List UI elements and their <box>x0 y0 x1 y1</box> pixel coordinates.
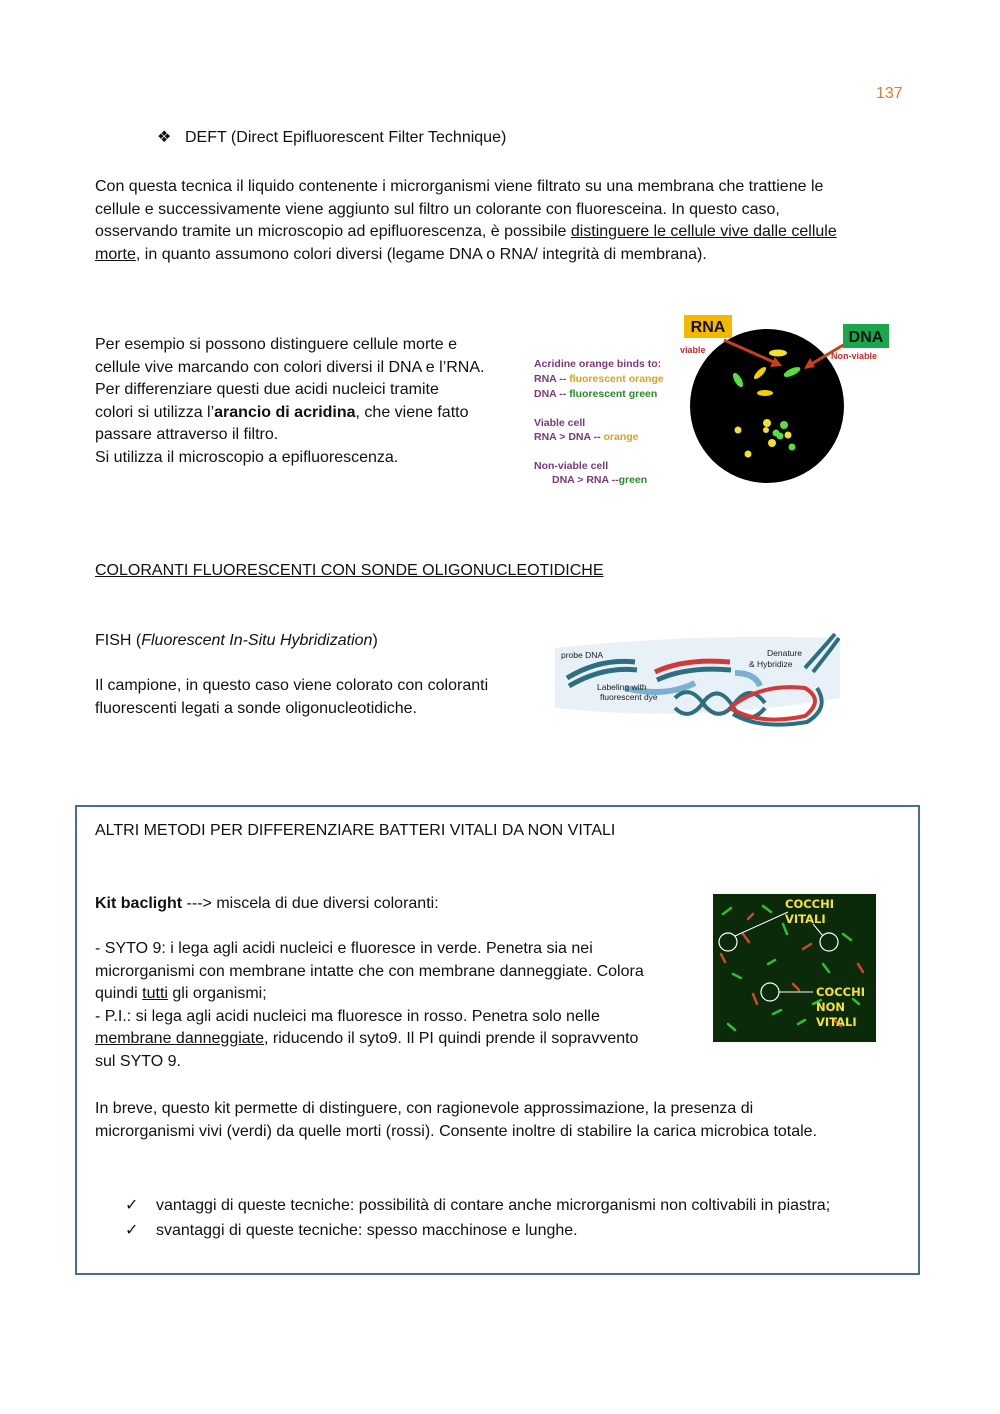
labeling-label-2: fluorescent dye <box>600 692 658 702</box>
fish-title-italic: Fluorescent In-Situ Hybridization <box>141 632 373 649</box>
stain-underlined: tutti <box>142 985 168 1002</box>
deft-line <box>95 221 915 244</box>
live-label-2: VITALI <box>785 912 826 926</box>
dna-legend-color: fluorescent green <box>569 388 658 400</box>
stain-line <box>95 983 695 1006</box>
fish-line: Il campione, in questo caso viene colorato con coloranti <box>95 677 489 694</box>
viable-label: viable <box>680 345 706 355</box>
dna-label: DNA <box>848 329 884 346</box>
viable-cell-label: Viable cell <box>534 417 586 429</box>
summary-line: In breve, questo kit permette di distinguere, con ragionevole approssimazione, la presenza di <box>95 1100 754 1117</box>
green-cell <box>789 444 796 451</box>
orange-cell <box>785 432 792 439</box>
microscope-field <box>690 329 844 483</box>
acridine-orange-figure <box>530 312 900 492</box>
fish-title-text: ) <box>372 632 378 649</box>
nonviable-cell-label: Non-viable cell <box>534 460 609 472</box>
summary-line: microrganismi vivi (verdi) da quelle morti (rossi). Consente inoltre di stabilire la carica microbica totale. <box>95 1122 818 1140</box>
orange-cell <box>768 439 776 447</box>
deft-line: Con questa tecnica il liquido contenente i microrganismi viene filtrato su una membrana che trattiene le <box>95 178 824 195</box>
viable-rule-color: orange <box>603 431 639 443</box>
page-number: 137 <box>876 85 903 102</box>
stain-line: microrganismi con membrane intatte che con membrane danneggiate. Colora <box>95 962 644 980</box>
check-icon: ✓ <box>125 1222 139 1239</box>
deft-text: osservando tramite un microscopio ad epifluorescenza, è possibile <box>95 223 571 240</box>
fish-line: fluorescenti legati a sonde oligonucleotidiche. <box>95 699 417 717</box>
viable-rule-prefix: RNA > DNA -- <box>534 431 604 443</box>
fish-title <box>95 630 378 653</box>
dead-label-1: COCCHI <box>816 985 865 999</box>
green-cell <box>780 421 788 429</box>
acridine-text: colori si utilizza l’ <box>95 403 215 421</box>
stain-line: - SYTO 9: i lega agli acidi nucleici e fluoresce in verde. Penetra sia nei <box>95 940 593 957</box>
orange-cell <box>745 451 752 458</box>
stain-line: - P.I.: si lega agli acidi nucleici ma fluoresce in rosso. Penetra solo nelle <box>95 1007 600 1025</box>
rna-legend-prefix: RNA -- <box>534 373 570 385</box>
stain-description <box>95 938 695 1073</box>
dead-label-2: NON <box>816 1000 846 1014</box>
nonviable-rule-color: green <box>618 474 648 486</box>
dna-legend <box>534 388 657 400</box>
acridine-line: passare attraverso il filtro. <box>95 426 279 443</box>
kit-baclight-text: ---> miscela di due diversi coloranti: <box>182 895 439 912</box>
acridine-paragraph <box>95 334 525 469</box>
stain-underlined: membrane danneggiate <box>95 1030 265 1047</box>
orange-cell <box>769 350 787 357</box>
probe-dna-label: probe DNA <box>561 650 604 660</box>
dead-label-3: VITALI <box>816 1015 857 1029</box>
baclight-micrograph-svg <box>713 894 876 1042</box>
live-label-1: COCCHI <box>785 897 834 911</box>
baclight-micrograph <box>713 894 876 1042</box>
kit-baclight-bold: Kit baclight <box>95 895 183 912</box>
deft-underlined-text: morte <box>95 245 136 263</box>
orange-cell <box>763 427 769 433</box>
labeling-label-1: Labeling with <box>597 682 647 692</box>
fish-figure-svg <box>555 628 840 730</box>
green-cell <box>773 430 780 437</box>
box-heading: ALTRI METODI PER DIFFERENZIARE BATTERI VITALI DA NON VITALI <box>95 822 616 839</box>
non-viable-label: Non-viable <box>831 351 878 361</box>
summary-paragraph <box>95 1098 910 1143</box>
acridine-line <box>95 402 525 425</box>
advantages-text: vantaggi di queste tecniche: possibilità di contare anche microrganismi non coltivabili in piastra; <box>156 1197 831 1214</box>
acridine-line: Per differenziare questi due acidi nucleici tramite <box>95 381 439 398</box>
denature-label-2: & Hybridize <box>749 659 793 669</box>
binds-label: Acridine orange binds to: <box>534 358 662 370</box>
stain-text: gli organismi; <box>167 985 267 1002</box>
coloranti-heading: COLORANTI FLUORESCENTI CON SONDE OLIGONUCLEOTIDICHE <box>95 562 604 579</box>
fish-paragraph <box>95 675 535 720</box>
stain-text: quindi <box>95 985 143 1002</box>
stain-text: , riducendo il syto9. Il PI quindi prende il sopravvento <box>264 1030 639 1047</box>
acridine-line: Per esempio si possono distinguere cellule morte e <box>95 336 457 353</box>
bullet-icon: ❖ <box>157 129 172 146</box>
orange-cell <box>735 427 742 434</box>
viable-cell-rule <box>534 431 639 443</box>
nonviable-rule-prefix: DNA > RNA -- <box>552 474 619 486</box>
fish-figure <box>555 628 840 730</box>
nonviable-cell-rule <box>552 474 647 486</box>
stain-line: sul SYTO 9. <box>95 1052 181 1070</box>
deft-text: , in quanto assumono colori diversi (legame DNA o RNA/ integrità di membrana). <box>135 245 707 263</box>
orange-cell <box>763 419 771 427</box>
acridine-bold-text: arancio di acridina <box>214 403 356 421</box>
deft-line: cellule e successivamente viene aggiunto sul filtro un colorante con fluoresceina. In questo caso, <box>95 200 780 218</box>
rna-legend <box>534 373 664 385</box>
acridine-line: Si utilizza il microscopio a epifluorescenza. <box>95 448 399 466</box>
rna-legend-color: fluorescent orange <box>569 373 664 385</box>
deft-heading: DEFT (Direct Epifluorescent Filter Technique) <box>185 129 507 146</box>
deft-line <box>95 244 915 267</box>
fish-title-text: FISH ( <box>95 632 142 649</box>
kit-baclight-line <box>95 893 439 916</box>
orange-cell <box>757 390 773 396</box>
denature-label-1: Denature <box>767 648 802 658</box>
rna-label: RNA <box>690 319 726 336</box>
acridine-line: cellule vive marcando con colori diversi il DNA e l’RNA. <box>95 358 485 376</box>
check-icon: ✓ <box>125 1197 139 1214</box>
acridine-text: , che viene fatto <box>355 403 469 421</box>
deft-paragraph <box>95 176 915 266</box>
deft-underlined-text: distinguere le cellule vive dalle cellule <box>570 223 837 240</box>
disadvantages-text: svantaggi di queste tecniche: spesso macchinose e lunghe. <box>156 1222 578 1239</box>
acridine-figure-svg <box>530 312 900 492</box>
dna-legend-prefix: DNA -- <box>534 388 570 400</box>
stain-line <box>95 1028 695 1051</box>
